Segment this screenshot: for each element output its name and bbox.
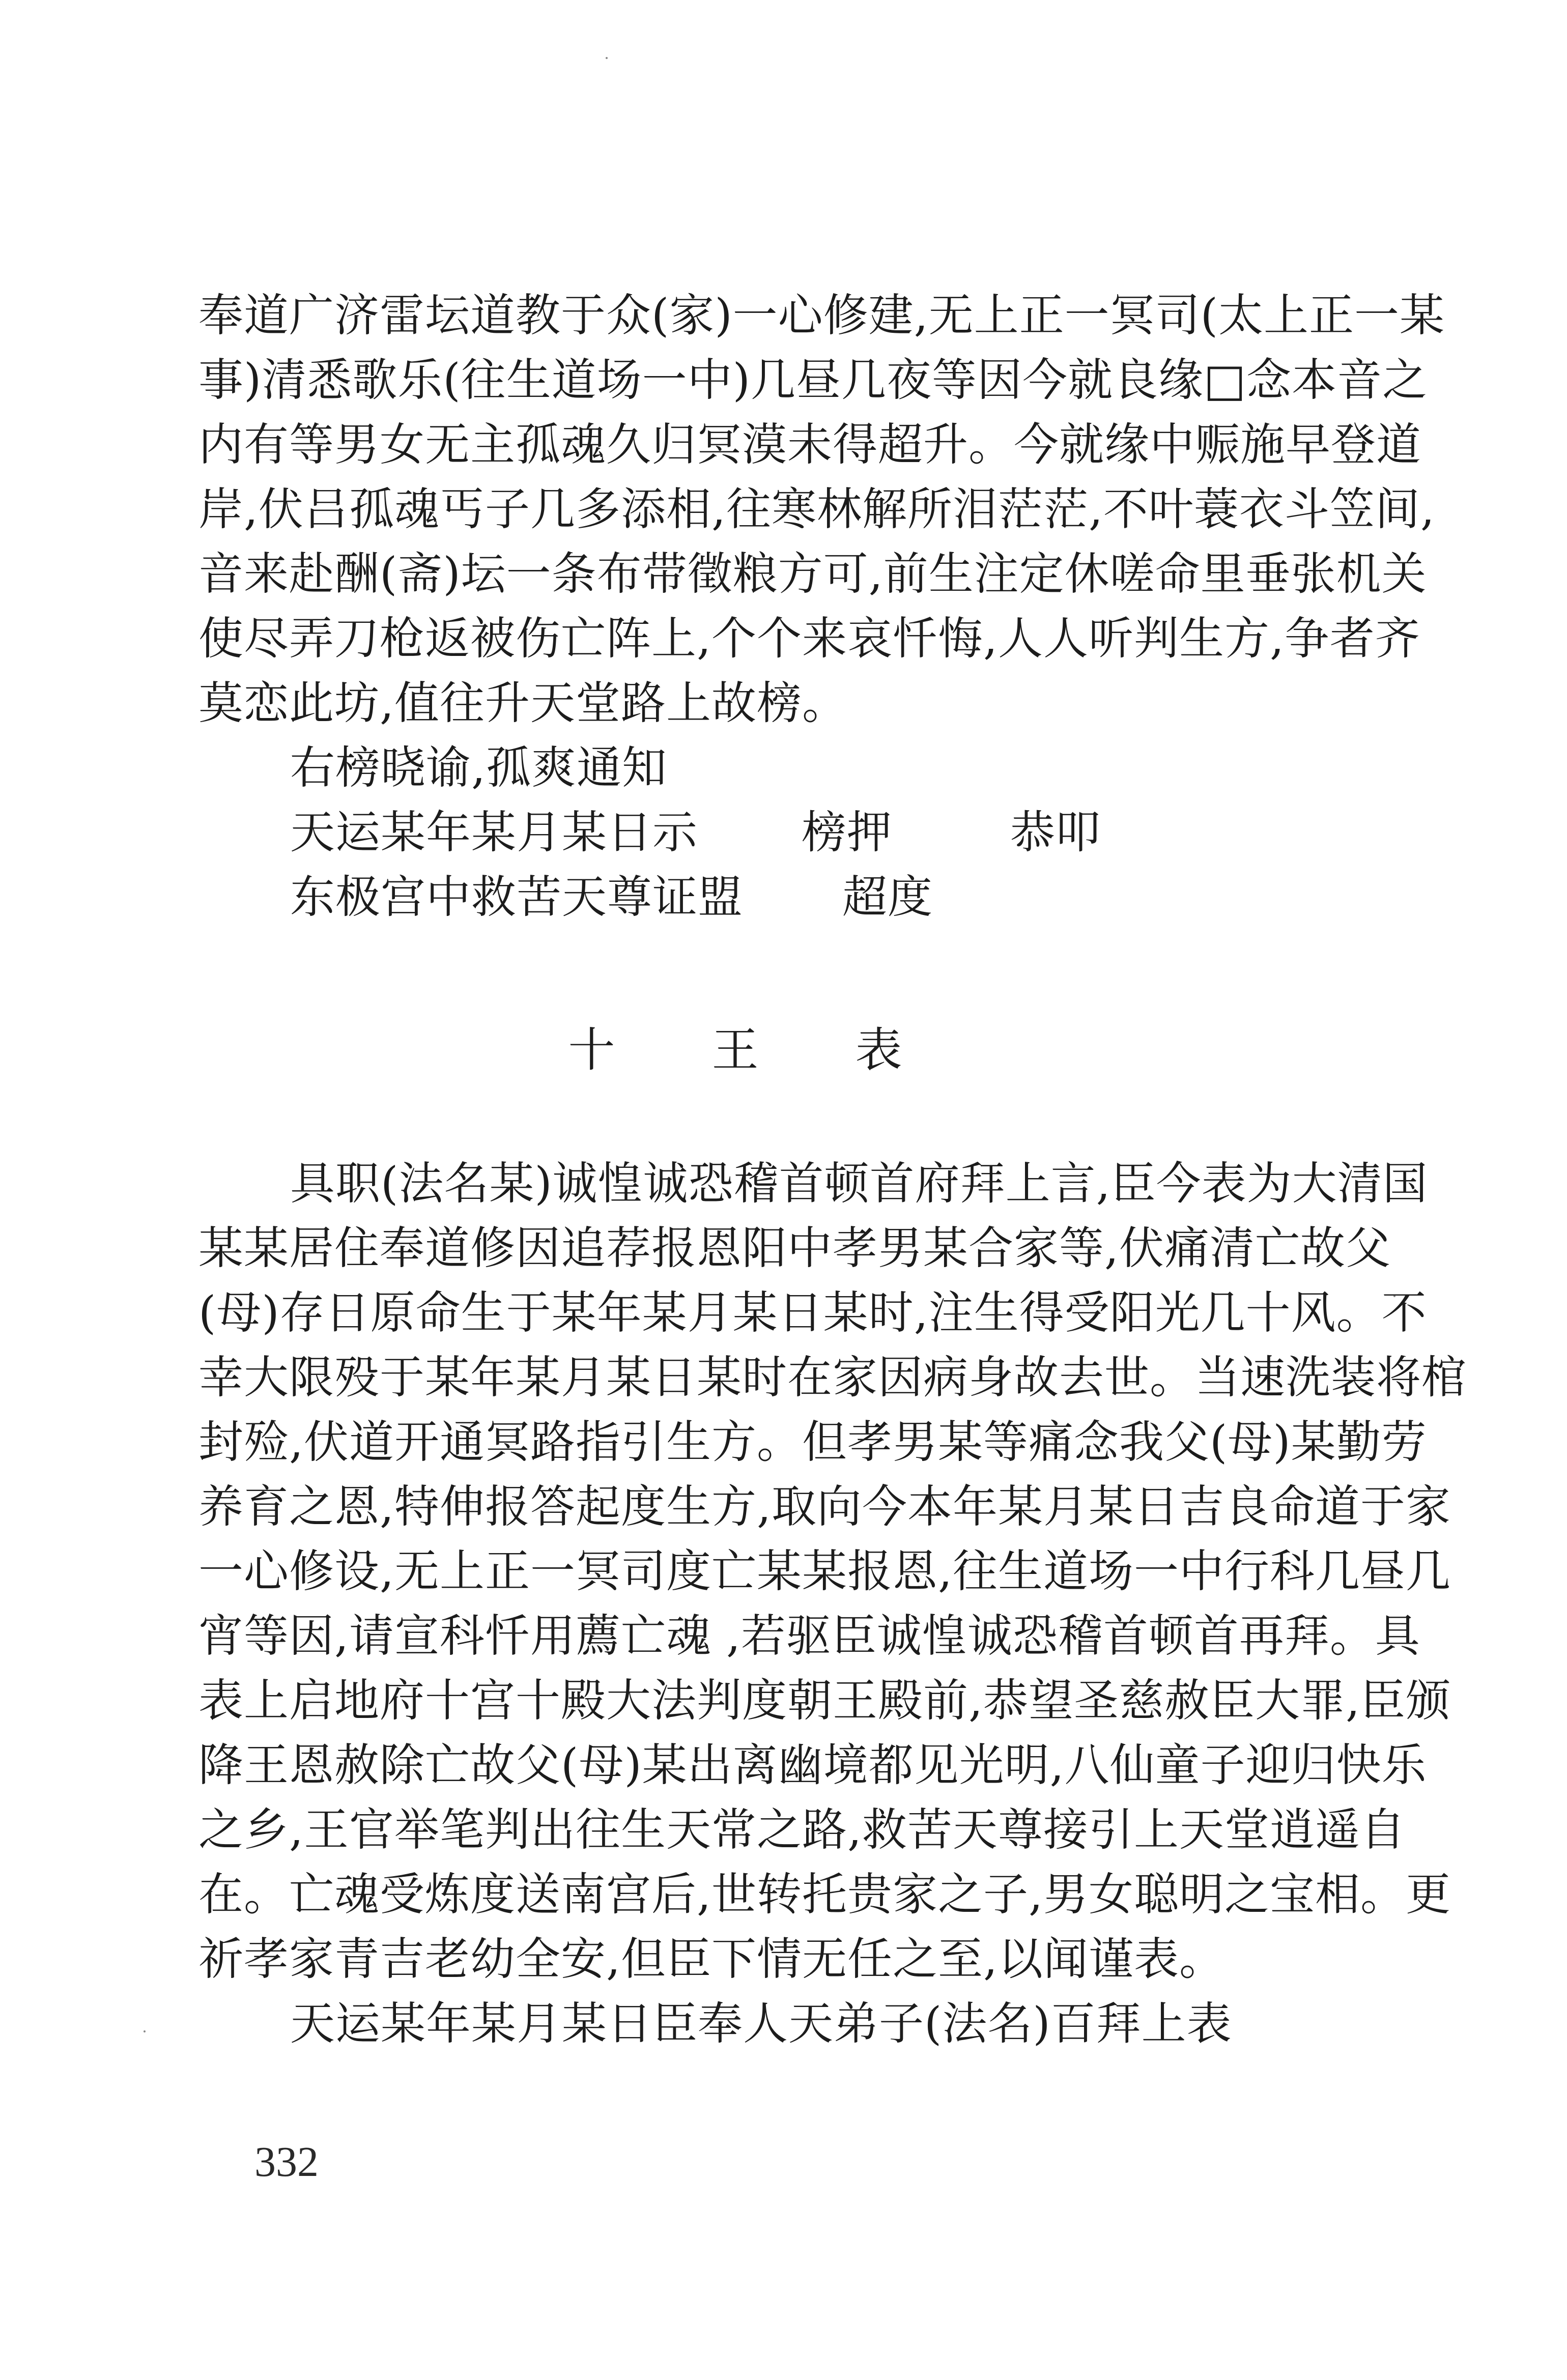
text-line: 在。亡魂受炼度送南宫后,世转托贵家之子,男女聪明之宝相。更 — [198, 1868, 1451, 1920]
text-line: 内有等男女无主孤魂久归冥漠未得超升。今就缘中赈施早登道 — [198, 418, 1422, 471]
text-line: 事)清悉歌乐(往生道场一中)几昼几夜等因今就良缘□念本音之 — [198, 354, 1428, 406]
text-line: 音来赴酬(斋)坛一条布带徵粮方可,前生注定休嗟命里垂张机关 — [198, 548, 1427, 600]
text-line: 降王恩赦除亡故父(母)某出离幽境都见光明,八仙童子迎归快乐 — [198, 1739, 1427, 1791]
text-line: 祈孝家青吉老幼全安,但臣下情无任之至,以闻谨表。 — [198, 1933, 1224, 1985]
text-line: 岸,伏吕孤魂丐子几多添相,往寒林解所泪茫茫,不叶蓑衣斗笠间, — [198, 483, 1435, 535]
section-heading: 十王表 — [568, 1023, 999, 1077]
text-line: 使尽弄刀枪返被伤亡阵上,个个来哀忏悔,人人听判生方,争者齐 — [198, 612, 1420, 665]
text-line: 之乡,王官举笔判出往生天常之路,救苦天尊接引上天堂逍遥自 — [198, 1803, 1406, 1856]
text-line: 养育之恩,特伸报答起度生方,取向今本年某月某日吉良命道于家 — [198, 1480, 1451, 1533]
page-number: 332 — [254, 2138, 319, 2186]
text-line: 一心修设,无上正一冥司度亡某某报恩,往生道场一中行科几昼几 — [198, 1545, 1451, 1597]
signature-date: 天运某年某月某日示 — [290, 806, 698, 858]
witness-text: 东极宫中救苦天尊证盟 — [290, 871, 744, 923]
text-line: 某某居住奉道修因追荐报恩阳中孝男某合家等,伏痛清亡故父 — [198, 1222, 1391, 1274]
section-1-text — [198, 283, 1445, 929]
text-line: 莫恋此坊,值往升天堂路上故榜。 — [198, 677, 847, 729]
closing-line: 天运某年某月某日臣奉人天弟子(法名)百拜上表 — [290, 1997, 1232, 2050]
text-line: 幸大限殁于某年某月某日某时在家因病身故去世。当速洗装将棺 — [198, 1351, 1467, 1403]
scan-speck — [606, 57, 608, 59]
seal-mark: 榜押 — [802, 806, 893, 858]
section-2-text — [198, 1151, 1467, 2056]
text-line: 表上启地府十宫十殿大法判度朝王殿前,恭望圣慈赦臣大罪,臣颁 — [198, 1674, 1451, 1727]
scan-speck — [144, 2030, 146, 2032]
text-line: 封殓,伏道开通冥路指引生方。但孝男某等痛念我父(母)某勤劳 — [198, 1416, 1427, 1468]
notice-line: 右榜晓谕,孤爽通知 — [290, 741, 667, 794]
text-line: 奉道广济雷坛道教于众(家)一心修建,无上正一冥司(太上正一某 — [198, 289, 1445, 341]
signature-row-witness — [198, 865, 1400, 929]
text-line: 具职(法名某)诚惶诚恐稽首顿首府拜上言,臣今表为大清国 — [290, 1157, 1428, 1210]
seal-mark: 恭叩 — [1010, 806, 1101, 858]
seal-mark: 超度 — [842, 871, 933, 923]
text-line: (母)存日原命生于某年某月某日某时,注生得受阳光几十风。不 — [198, 1286, 1427, 1339]
signature-row-date — [198, 800, 1400, 865]
text-line: 宵等因,请宣科忏用薦亡魂 ,若驱臣诚惶诚恐稽首顿首再拜。具 — [198, 1610, 1420, 1662]
